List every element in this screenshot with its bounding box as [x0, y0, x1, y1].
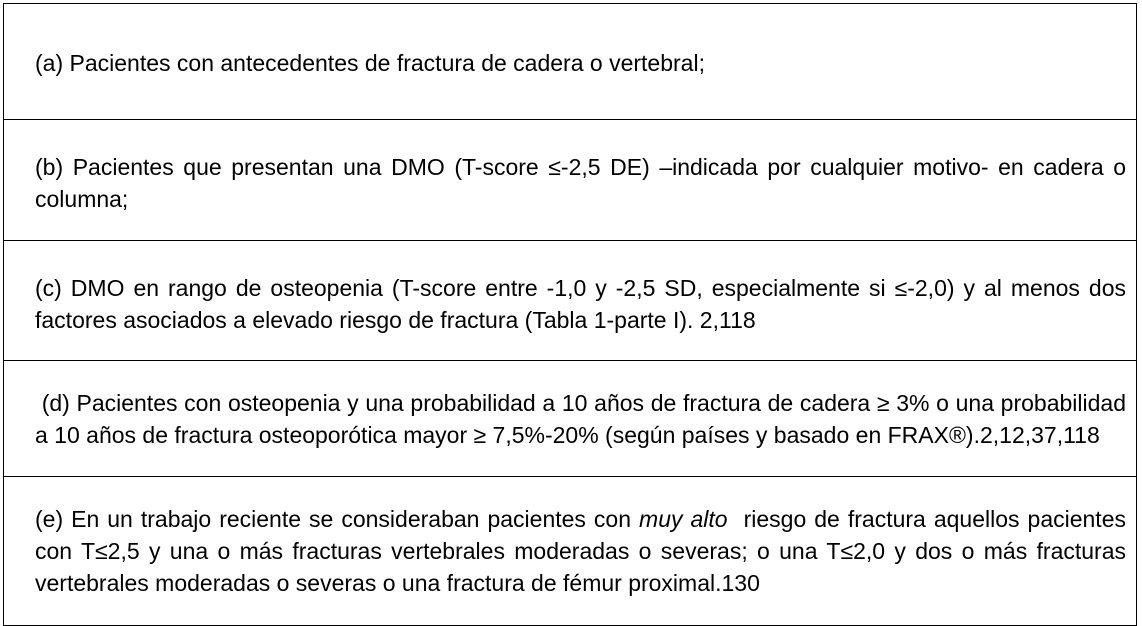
criteria-table — [3, 3, 1137, 626]
criterion-row-c — [4, 241, 1137, 361]
criterion-e-text-end: riesgo de fractura aquellos pacientes con T≤2,5 y una o más fracturas vertebrales moderadas o severas; o una T≤2,0 y dos o más fracturas vertebrales moderadas o severas o una fractura de fémur proximal.130 — [35, 506, 1133, 596]
criterion-a-text: (a) Pacientes con antecedentes de fractura de cadera o vertebral; — [4, 4, 1137, 120]
criterion-row-a — [4, 4, 1137, 120]
criterion-e-text-start: (e) En un trabajo reciente se consideraban pacientes con — [35, 506, 640, 532]
criterion-row-d — [4, 361, 1137, 477]
criterion-e-emphasis: muy alto — [639, 506, 728, 532]
criterion-e-cell — [4, 477, 1137, 626]
criterion-c-text: (c) DMO en rango de osteopenia (T-score entre -1,0 y -2,5 SD, especialmente si ≤-2,0) y al menos dos factores asociados a elevado riesgo de fractura (Tabla 1-parte I). 2,118 — [4, 241, 1137, 361]
criterion-d-text: (d) Pacientes con osteopenia y una probabilidad a 10 años de fractura de cadera ≥ 3% o una probabilidad a 10 años de fractura osteoporótica mayor ≥ 7,5%-20% (según países y basado en FRAX®).2,12,37,118 — [4, 361, 1137, 477]
criterion-row-e — [4, 477, 1137, 626]
criterion-row-b — [4, 120, 1137, 241]
criterion-b-text: (b) Pacientes que presentan una DMO (T-score ≤-2,5 DE) –indicada por cualquier motivo- en cadera o columna; — [4, 120, 1137, 241]
